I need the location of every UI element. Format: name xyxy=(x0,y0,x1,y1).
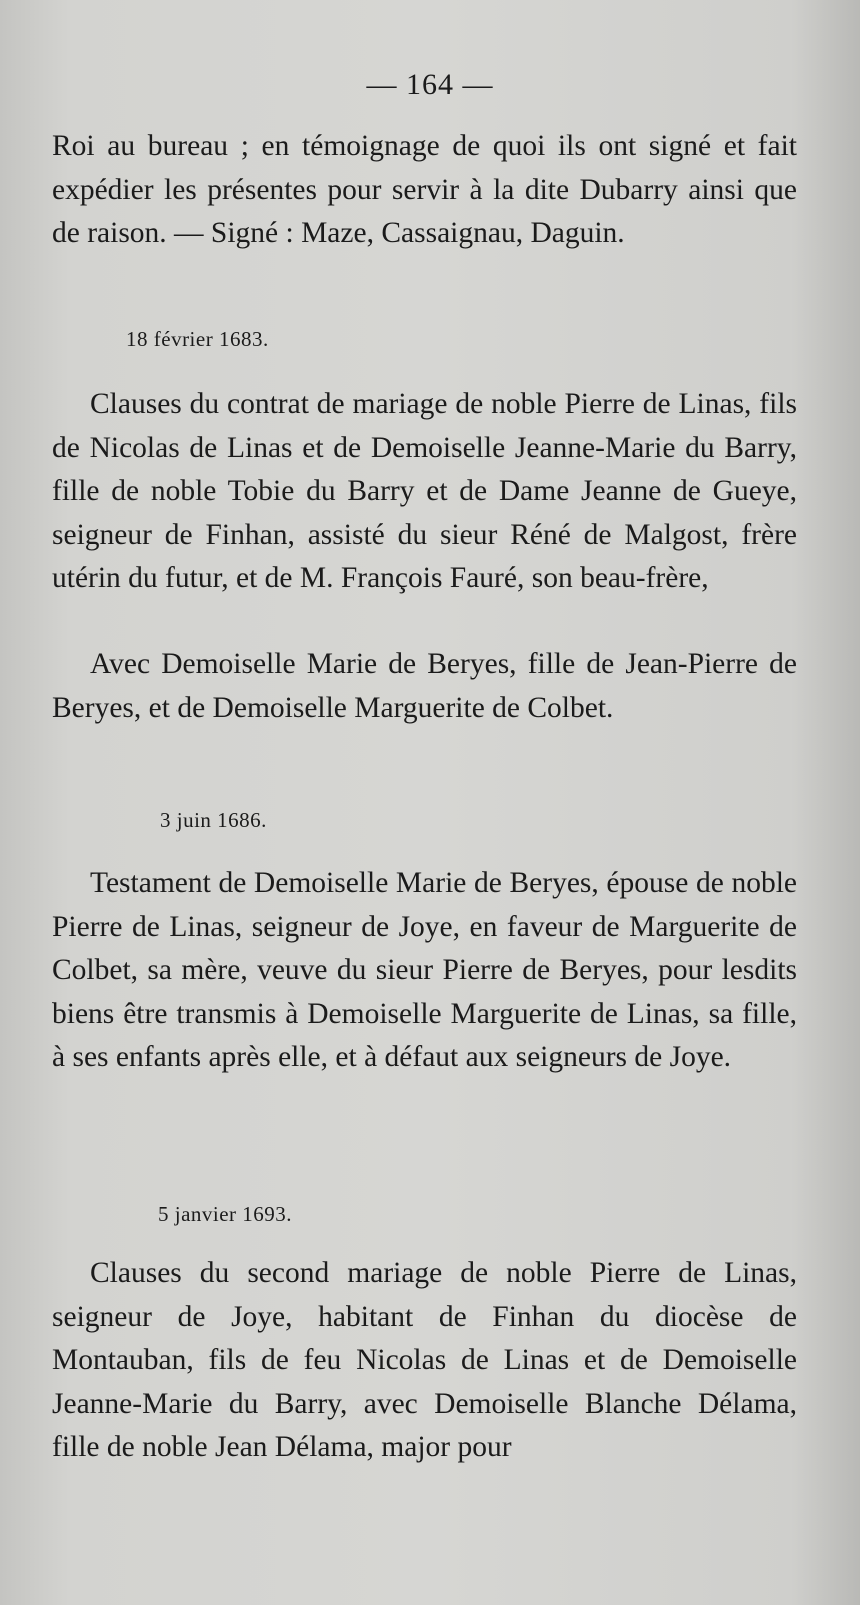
page-number: — 164 — xyxy=(366,68,494,101)
paragraph-second-marriage: Clauses du second mariage de noble Pierre de Linas, seigneur de Joye, habitant de Finhan du diocèse de Montauban, fils de feu Nicolas de Linas et de Demoiselle Jeanne-Marie du Barry, avec Demoiselle Blanche Délama, fille de noble Jean Délama, major pour xyxy=(52,1257,797,1463)
paragraph-testament: Testament de Demoiselle Marie de Beryes, épouse de noble Pierre de Linas, seigneur de Joye, en faveur de Marguerite de Colbet, sa mère, veuve du sieur Pierre de Beryes, pour lesdits biens être transmis à Demoiselle Marguerite de Linas, sa fille, à ses enfants après elle, et à défaut aux seigneurs de Joye. xyxy=(52,867,797,1073)
date-heading: 18 février 1683. xyxy=(126,327,269,351)
paragraph-closing-act: Roi au bureau ; en témoignage de quoi ils ont signé et fait expédier les présentes pour servir à la dite Dubarry ainsi que de raison. — Signé : Maze, Cassaignau, Daguin. xyxy=(52,130,797,249)
date-heading: 5 janvier 1693. xyxy=(158,1202,293,1226)
date-heading: 3 juin 1686. xyxy=(160,808,267,832)
paragraph-marriage-contract: Clauses du contrat de mariage de noble Pierre de Linas, fils de Nicolas de Linas et de Demoiselle Jeanne-Marie du Barry, fille de noble Tobie du Barry et de Dame Jeanne de Gueye, seigneur de Finhan, assisté du sieur Réné de Malgost, frère utérin du futur, et de M. François Fauré, son beau-frère, xyxy=(52,388,797,594)
paragraph-bride: Avec Demoiselle Marie de Beryes, fille de Jean-Pierre de Beryes, et de Demoiselle Marguerite de Colbet. xyxy=(52,648,797,724)
